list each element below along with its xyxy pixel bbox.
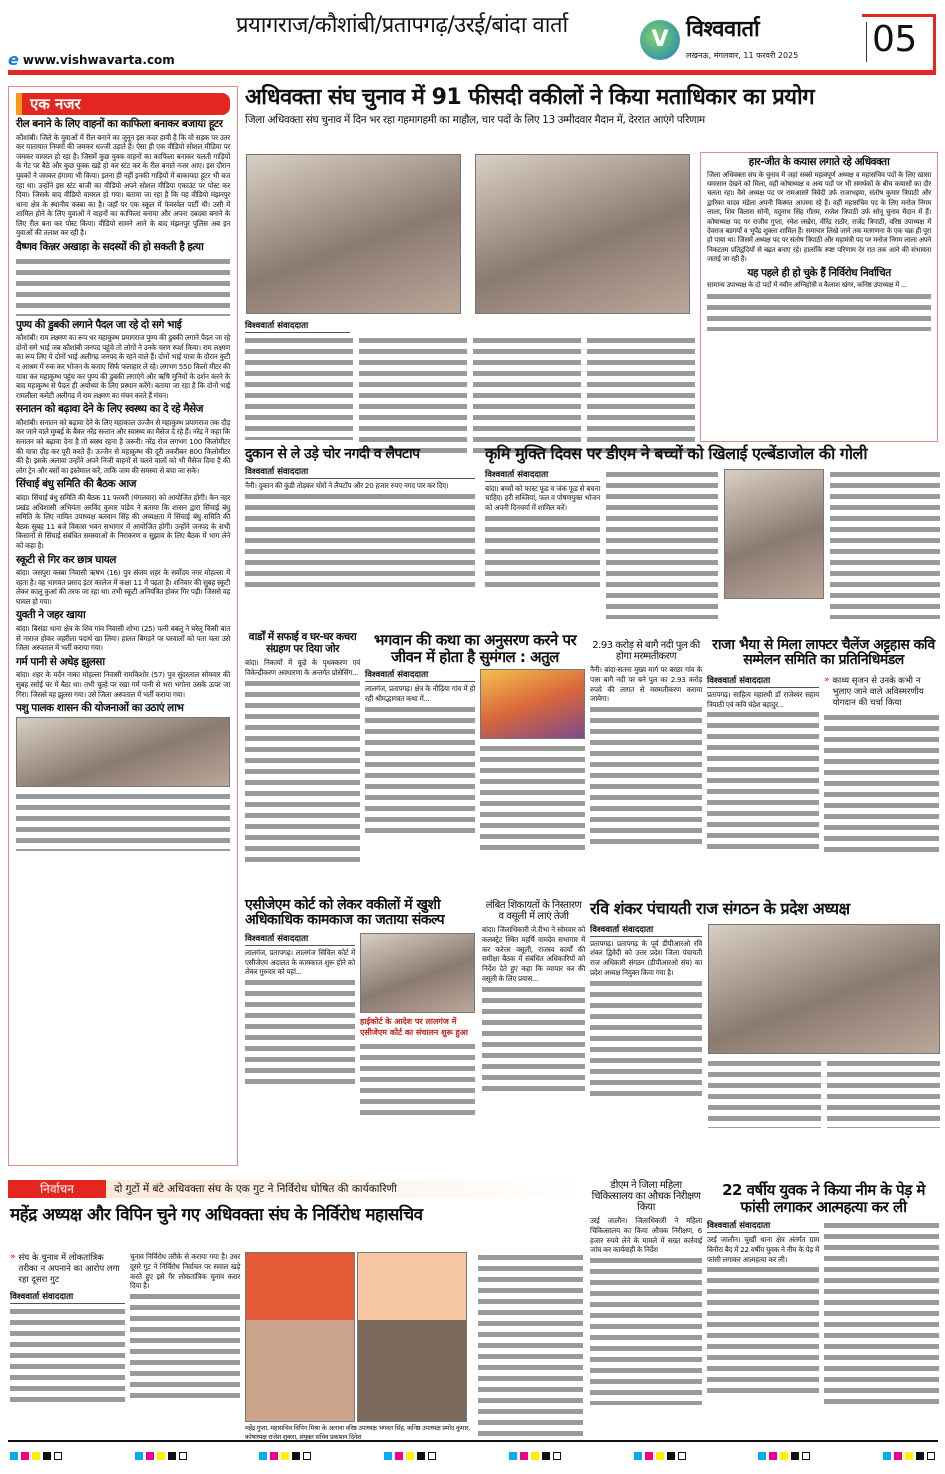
story-bridge [590, 640, 702, 844]
brief-title: सनातन को बढ़ावा देने के लिए स्वस्थ्य का दे रहे मैसेज [16, 403, 203, 416]
byline: विश्ववार्ता संवाददाता [245, 933, 355, 946]
story-body: नैनी। बांदा-सतना मुख्य मार्ग पर बरछा गांव के पास बागै नदी पर बने पुल का 2.93 करोड़ रुपये की लागत से मरम्मतीकरण कराया जायेगा। [590, 665, 702, 704]
kicker-label: निर्वाचन [8, 1180, 106, 1198]
story-body: चुनाव निर्विरोध तरीके से कराया गया है। उधर दूसरे गुट ने निर्विरोध निर्वाचन पर सवाल खड़े करते हुए इसे गैर लोकतांत्रिक चुनाव करार दिया है। [130, 1252, 240, 1291]
story-wards [245, 632, 360, 868]
page-number: 05 [872, 19, 917, 60]
story-body: उरई जालौन। जिलाधिकारी ने महिला चिकित्सालय का किया औचक निरीक्षण, 6 हजार रुपये लेने के मामले में सख्त कार्रवाई जांच कर कार्यवाही के निर्देश [590, 1216, 702, 1255]
byline: विश्ववार्ता संवाददाता [365, 669, 475, 682]
byline: विश्ववार्ता संवाददाता [245, 466, 475, 479]
lead-photo-2 [475, 154, 690, 314]
story-acjm-court [245, 898, 475, 1121]
story-headline: लंबित शिकायतों के निस्तारण व वसूली में लाएं तेजी [485, 900, 582, 922]
story-headline: रवि शंकर पंचायती राज संगठन के प्रदेश अध्यक्ष [590, 899, 850, 918]
byline: विश्ववार्ता संवाददाता [485, 469, 600, 482]
brief-body [16, 256, 230, 316]
brief-photo [16, 717, 230, 787]
byline: विश्ववार्ता संवाददाता [590, 924, 702, 937]
story-body: नैनी। दुकान की कुंडी तोड़कर चोरों ने लैपटॉप और 20 हजार रुपए नगद पार कर दिए। [245, 481, 449, 491]
story-body: लालगंज, प्रतापगढ़। लालगंज सिविल कोर्ट में एसीजेएम अदालत के कामकाज शुरू होने को लेकर गुरुवार को यहां... [245, 947, 355, 977]
photo-caption: महेंद्र गुप्ता, महासचिव विपिन मिश्रा के अलावा वरिष्ठ उपाध्यक्ष भगवत सिंह, कनिष्ठ उपाध्यक्ष प्रमोद कुमार, कोषाध्यक्ष राजेश शुक्ला, संयुक्त सचिव प्रकाशन दिनेश [245, 1424, 470, 1441]
kicker-strip [8, 1180, 585, 1198]
story-body: बांदा। जिलाधिकारी जे.रीभा ने सोमवार को कलक्ट्रेट स्थित महर्षि वामदेव सभागार में कर करेत्तर वसूली, राजस्व कार्यों की समीक्षा बैठक में संबंधित अधिकारियों को निर्देश देते हुए कहा कि व्यापार कर की वसूली के लिए प्रयास... [482, 925, 585, 983]
story-headline: एसीजेएम कोर्ट को लेकर वकीलों में खुशी अधिकाधिक कामकाज का जताया संकल्प [245, 897, 445, 929]
bottom-body-lines [478, 1252, 583, 1437]
brief-body: बांदा। सिंचाई बंधु समिति की बैठक 11 फरवरी (मंगलवार) को आयोजित होगी। केन नहर प्रखंड अधिशासी अभियंता अरविंद कुमार पांडेय ने बताया कि शासन द्वारा सिंचाई बंधु समिति के लिए नामित उपाध्यक्ष बलवान सिंह की अध्यक्षता में सिंचाई बंधु समिति की बैठक सुबह 11 बजे विकास भवन सभागार में आयोजित होगी। उन्होंने जनपद के सभी किसानों से सिंचाई संबंधित समस्याओं के निराकरण व सुझाव के लिए बैठक में भाग लेने को कहा है। [16, 492, 230, 550]
story-body: बांदा। बच्चों को फास्ट फूड व जंक फूड से बचना चाहिए। हरी सब्जियां, फल व पोषणयुक्त भोजन को अपनी दिनचर्या में शामिल करें। [485, 483, 600, 513]
cmyk-swatch-icon [634, 1452, 686, 1460]
brief-body: बांदा। शहर के मर्दन नाका मोहल्ला निवासी रामकिशोर (57) पुत्र सुंदरलाल सोमवार की सुबह रसोई घर में बैठा था। तभी चूल्हे पर रखा गर्म पानी से भरा भगोना उसके ऊपर जा गिरा। जिससे वह झुलस गया। उसे जिला अस्पताल में भर्ती कराया गया। [16, 670, 230, 699]
story-body: बांदा। निकायों में कूड़े के पृथक्करण एवं विकेन्द्रीकरण अवधारणा के अन्तर्गत प्रोसेसिंग... [245, 658, 360, 677]
story-headline: 2.93 करोड़ से बागै नदी पुल की होगा मरम्मतीकरण [592, 640, 700, 662]
header-rule [8, 70, 936, 75]
cmyk-swatch-icon [135, 1452, 187, 1460]
byline: विश्ववार्ता संवाददाता [245, 320, 350, 333]
website-link[interactable] [8, 50, 175, 69]
story-body: उरई जालौन। चुर्खी थाना क्षेत्र अंतर्गत ग्राम बिनौरा बैद में 22 वर्षीय युवक ने नीम के पेड़ में फांसी लगाकर आत्महत्या कर ली। [707, 1235, 819, 1264]
story-headline: कृमि मुक्ति दिवस पर डीएम ने बच्चों को खिलाई एल्बेंडाजोल की गोली [485, 444, 867, 463]
cmyk-swatch-icon [758, 1452, 810, 1460]
brief-title: स्कूटी से गिर कर छात्र घायल [16, 553, 116, 566]
vishwavarta-logo-icon: V [640, 20, 680, 60]
story-dm-hospital [590, 1180, 702, 1405]
story-body: लालगंज, प्रतापगढ़। क्षेत्र के नौढ़िया गांव में हो रही श्रीमद्भागवत कथा में... [365, 684, 475, 703]
brief-body: बांदा। जसपुरा कस्बा निवासी ऋषभ (16) पुत्र संजय शहर के सर्वोदय नगर मोहल्ला में रहता है। वह भागवत प्रसाद इंटर कालेज में कक्षा 11 में पढ़ता है। शनिवार की सुबह स्कूटी लेकर कालू कुआं की तरफ जा रहा था। तभी स्कूटी अनियंत्रित होकर गिर पड़ी। जिससे वह घायल हो गया। [16, 568, 230, 606]
lead-subheadline: जिला अधिवक्ता संघ चुनाव में दिन भर रहा गहमागहमी का माहौल, चार पदों के लिए 13 उम्मीदवार मैदान में, देररात आएंगे परिणाम [245, 114, 705, 127]
story-ravi-shankar [590, 900, 940, 1128]
byline: विश्ववार्ता संवाददाता [707, 675, 819, 688]
story-headline: भगवान की कथा का अनुसरण करने पर जीवन में होता है सुमंगल : अतुल [373, 631, 577, 666]
cmyk-swatch-icon [509, 1452, 561, 1460]
cmyk-swatch-icon [883, 1452, 935, 1460]
footer-rule [8, 1440, 938, 1442]
lead-heading-block [245, 86, 940, 127]
edition-title: प्रयागराज/कौशांबी/प्रतापगढ़/उरई/बांदा वार्ता [236, 13, 568, 38]
cmyk-swatch-icon [384, 1452, 436, 1460]
brief-title: पशु पालक शासन की योजनाओं का उठाएं लाभ [16, 702, 184, 715]
brief-body: कौशांबी। सनातन को बढ़ावा देने के लिए महाकाल उज्जैन से महाकुम्भ प्रयागराज तक दौड़ कर जाने वाले मुम्बई के बैंकर नरेंद्र सन्तान और स्वास्थ्य का मैसेज दे रहे हैं। नरेंद्र ने कहा कि सनातन को बढ़ावा देना है तो स्वस्थ रहना है जरूरी। नरेंद्र रोज लगभग 100 किलोमीटर की यात्रा दौड़ कर पूरी करते हैं। उज्जैन से महाकुम्भ की दूरी तकरीबन 800 किलोमीटर की है। इसके अलावा उन्होंने अपने निजी वाहनों से चलने वालों को भी मैसेज दिया है की लोग ट्रेन और बसों का इस्तेमाल करें, ताकि जाम की समस्या से बचा जा सके। [16, 417, 230, 475]
story-katha [365, 632, 585, 853]
box-title: यह पहले ही हो चुके हैं निर्विरोध निर्वाचित [747, 266, 891, 279]
bottom-headline: महेंद्र अध्यक्ष और विपिन चुने गए अधिवक्ता संघ के निर्विरोध महासचिव [10, 1205, 423, 1225]
lead-sidebar-box [700, 152, 938, 442]
story-headline: 22 वर्षीय युवक ने किया नीम के पेड़ मे फांसी लगाकर आत्महत्या कर ली [722, 1181, 925, 1216]
brief-body: बांदा। बिसंडा थाना क्षेत्र के शिव गांव निवासी शोभा (25) पत्नी बबलू ने घरेलू किसी बात से नाराज होकर जहरीला पदार्थ खा लिया। हालत बिगड़ने पर घरवालों को पता चला उसे जिला अस्पताल में भर्ती कराया गया। [16, 624, 230, 653]
lead-headline: अधिवक्ता संघ चुनाव में 91 फीसदी वकीलों ने किया मताधिकार का प्रयोग [245, 85, 815, 110]
paper-name: विश्ववार्ता [686, 17, 760, 42]
brief-title: वैष्णव किन्नर अखाड़ा के सदस्यों की हो सकती है हत्या [16, 241, 204, 254]
story-shop-theft [245, 447, 475, 591]
brief-body: कौशांबी। राम लक्ष्मण का रूप धर महाकुम्भ प्रयागराज पुण्य की डुबकी लगाने पैदल जा रहे दोनों सगे भाई जब कौशांबी जनपद पहुंचे तो लोगों ने उनके चरण स्पर्श किया। राम लक्ष्मण का रूप लिए ये दोनों भाई अलीगढ़ जनपद के रहने वाले हैं। दोनों भाई यात्रा के दौरान कुटी व आश्रम में रुक कर भोजन के बजाए सिर्फ फलाहार ले रहे। लगभग 550 किलो मीटर की यात्रा कर महाकुम्भ पहुंच कर पुण्य की डुबकी लगाएंगे और ऋषि मुनियों के दर्शन करने के बाद महाकुम्भ से पैदल ही अयोध्या के लिए प्रस्थान करेंगे। बताया जा रहा है कि दोनों भाई रामलीला कमेटी अलीगढ़ में राम लक्ष्मण का मंचन करते हैं मंचन। [16, 333, 230, 400]
story-complaints [482, 900, 585, 1094]
story-headline: दुकान से ले उड़े चोर नगदी व लैपटाप [245, 446, 420, 462]
brief-body: कौशांबी। जिले के युवाओं में रील बनाने का जुनून इस कदर हावी है कि वो सड़क पर उतर कर यातायात नियमों की जमकर धज्जी उड़ाते हैं। ऐसा ही एक वीडियो सोशल मीडिया पर जमकर वायरल हो रहा है। जिसमें कुछ युवक वाहनों का काफिला बनाकर चलती गाड़ियों के गेट पर बैठे और कुछ युवक खड़े हो कर स्टंट कर के रील बनाते नजर आए। इस दौरान युवकों ने जमकर हंगामा भी किया। इतना ही नहीं इनकी गाड़ियों में बाकायदा हूटर भी बज रहा था। उन्होंने इस स्टंट बाजी का वीडियो अपने सोशल मीडिया एकाउंट पर पोस्ट कर दिया। जिसके बाद वीडियो वायरल हो गया। बताया जा रहा है कि यह वीडियो मंझनपुर थाना क्षेत्र के स्थानीय कस्बा का है। जहाँ पर एक स्कूल में फेयरवेल पार्टी थी। उसी में शामिल होने के लिए युवाओं ने वाहनों का काफिला बनाया और अपना दबदबा बनाने के लिए रील बना कर पोस्ट किया। वीडियो सामने आने के बाद मंझनपुर पुलिस अब इन युवाओं की तलाश कर रही है। [16, 132, 230, 238]
story-deworming [485, 445, 940, 619]
lead-body [245, 320, 695, 453]
cmyk-swatch-icon [10, 1452, 62, 1460]
bottom-body [130, 1252, 240, 1401]
katha-photo [480, 669, 585, 739]
story-body: प्रतापगढ़। प्रतापगढ़ के पूर्व डीपीआरओ रवि शंकर द्विवेदी को उत्तर प्रदेश जिला पंचायती राज अधिकारी संगठन (डीपीआरओ संघ) का प्रदेश अध्यक्ष नियुक्त किया गया है। [590, 938, 702, 977]
bottom-pullquote-col [10, 1252, 125, 1406]
byline: विश्ववार्ता संवाददाता [707, 1220, 819, 1233]
kicker-text: दो गुटों में बंटे अधिवक्ता संघ के एक गुट ने निर्विरोध घोषित की कार्यकारिणी [114, 1183, 397, 1195]
pullquote: » काव्य सृजन से उनके कभी न भुलाए जाने वाले अविस्मरणीय योगदान की चर्चा किया [824, 674, 924, 708]
quote-chevron-icon: » [824, 674, 830, 685]
box-title: हार-जीत के कयास लगाते रहे अधिवक्ता [748, 156, 890, 168]
secretary-photo [357, 1252, 467, 1422]
court-photo [360, 933, 475, 1013]
brief-title: पुण्य की डुबकी लगाने पैदल जा रहे दो सगे भाई [16, 318, 182, 331]
box-body: सामान्य उपाध्यक्ष के दो पदों में नवीन अग्निहोत्री व कैलाश खंगर, कनिष्ठ उपाध्यक्ष में ... [707, 281, 907, 290]
brief-title: युवती ने जहर खाया [16, 609, 86, 622]
pullquote: संघ के चुनाव में लोकतांत्रिक तरीका न अपनाने का आरोप लगा रहा दूसरा गुट [18, 1253, 120, 1285]
section-label: एक नजर [16, 93, 230, 115]
ravi-shankar-photo [708, 924, 940, 1054]
quote-chevron-icon: » [10, 1252, 16, 1262]
story-raja-bhaiya [707, 638, 940, 852]
lead-photo-1 [246, 154, 461, 314]
brief-title: सिंचाई बंधु समिति की बैठक आज [16, 478, 136, 491]
brief-title: रील बनाने के लिए वाहनों का काफिला बनाकर बजाया हूटर [16, 118, 223, 130]
registration-marks [10, 1452, 935, 1460]
ek-nazar-column [8, 86, 238, 1166]
brief-title: गर्म पानी से अधेड़ झुलसा [16, 655, 105, 668]
story-headline: वार्डों में सफाई व घर-घर कचरा संग्रहण पर दिया जोर [248, 631, 357, 655]
deworming-photo [724, 469, 824, 599]
story-headline: राजा भैया से मिला लाफ्टर चैलेंज अट्टहास कवि सम्मेलन समिति का प्रतिनिधिमंडल [712, 637, 935, 669]
byline: विश्ववार्ता संवाददाता [10, 1291, 125, 1304]
box-body-lines [707, 291, 931, 331]
website-url: www.vishwavarta.com [22, 52, 175, 67]
brief-body [16, 791, 230, 851]
browser-e-icon: e [8, 50, 19, 69]
cmyk-swatch-icon [259, 1452, 311, 1460]
photo-caption: हाईकोर्ट के आदेश पर लालगंज में एसीजेएम कोर्ट का संचालन शुरू हुआ [360, 1016, 468, 1037]
president-photo [245, 1252, 355, 1422]
story-body: प्रतापगढ़। साहित्य महारथी डॉ राजेश्वर सहाय त्रिपाठी एवं कवि चंद्रेश बहादुर... [707, 689, 819, 709]
dateline: लखनऊ, मंगलवार, 11 फरवरी 2025 [686, 51, 799, 60]
box-body: जिला अधिवक्ता संघ के चुनाव में जहां सबसे महत्वपूर्ण अध्यक्ष व महासचिव पदों के लिए खासा घमासान देखने को मिला, वहीं कोषाध्यक्ष व अन्य पदों पर भी समर्थकों के बीच कयासों का दौर चलता रहा। वैसे अध्यक्ष पद पर रामआसरे त्रिवेदी उर्फ राजाभइया, संतोष कुमार त्रिपाठी और द्वारिका यादव मंडेला अपनी किस्मत आजमा रहे हैं। वहीं महासचिव पद के लिए मनोज निगम लाला, शिव विलास सोनी, यदुनाथ सिंह गौतम, राजेश त्रिपाठी उर्फ सोनू चुनाव मैदान में हैं। कोषाध्यक्ष पद पर राजीव गुप्ता, रमेश लखेरा, वीरेंद्र राठौर, राजेंद्र त्रिपाठी, वरिष्ठ उपाध्यक्ष में देवराज बडगयाँ व भूपेंद्र शुक्ला शामिल हैं। समाचार लिखे जाने तक मतगणना के एक चक्र ही पूरा हो पाया था। जिसमें अध्यक्ष पद पर संतोष त्रिपाठी और महामंत्री पद पर मनोज निगम लाला अपने निकटतम प्रतिद्वंदियों से बढ़त बनाए रहे। हालांकि स्पष्ट परिणाम देर रात तक आने की संभावना जताई जा रही है। [707, 170, 931, 264]
story-suicide [707, 1182, 940, 1410]
story-headline: डीएम ने जिला महिला चिकित्सालय का औचक निरीक्षण किया [591, 1180, 701, 1213]
